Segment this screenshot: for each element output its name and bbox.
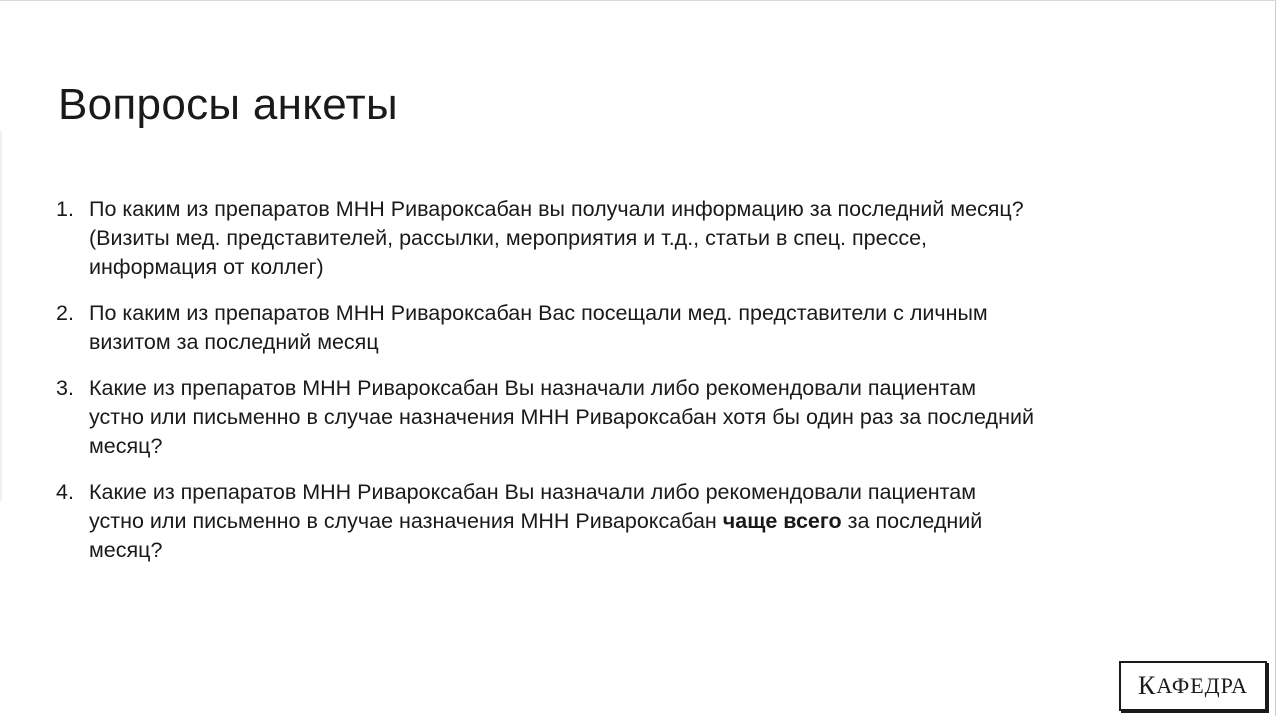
question-text: По каким из препаратов МНН Ривароксабан вы получали информацию за последний месяц? (Визиты мед. представителей, рассылки, мероприятия и т.д., статьи в спец. прессе, информация от коллег) [89, 197, 1024, 279]
questions-list [56, 195, 1036, 582]
slide-edge-shadow [0, 131, 2, 501]
question-text-part: Какие из препаратов МНН Ривароксабан Вы назначали либо рекомендовали пациентам устно или письменно в случае назначения МНН Ривароксабан [89, 480, 977, 533]
question-number: 1. [56, 197, 74, 221]
question-text-part: за последний месяц? [89, 509, 983, 562]
slide-title: Вопросы анкеты [58, 80, 398, 129]
question-text-emphasis: чаще всего [722, 509, 842, 533]
question-number: 4. [56, 480, 74, 504]
kafedra-logo [1119, 661, 1267, 711]
question-text: По каким из препаратов МНН Ривароксабан Вас посещали мед. представители с личным визитом за последний месяц [89, 301, 988, 354]
question-item-4 [56, 478, 1036, 565]
question-number: 2. [56, 301, 74, 325]
question-number: 3. [56, 376, 74, 400]
logo-first-letter: К [1138, 671, 1157, 700]
question-text: Какие из препаратов МНН Ривароксабан Вы назначали либо рекомендовали пациентам устно или письменно в случае назначения МНН Ривароксабан хотя бы один раз за последний месяц? [89, 376, 1034, 458]
question-text [89, 478, 1036, 565]
question-item-1 [56, 195, 1036, 282]
logo-rest: АФЕДРА [1156, 673, 1248, 698]
question-item-3 [56, 374, 1036, 461]
question-item-2 [56, 299, 1036, 357]
